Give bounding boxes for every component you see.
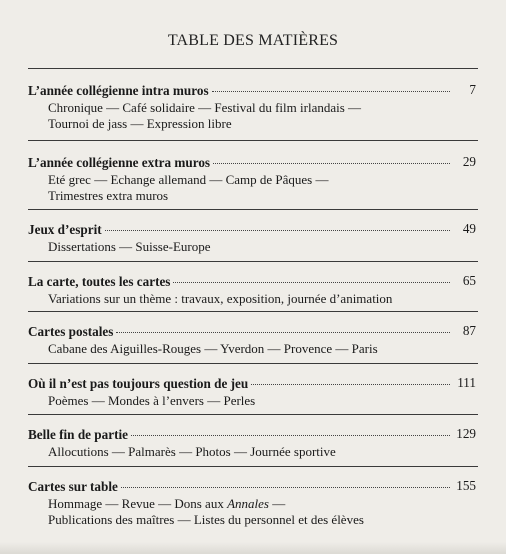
dot-leader bbox=[212, 79, 450, 92]
entry-subtitle: Variations sur un thème : travaux, exposition, journée d’animation bbox=[48, 291, 393, 306]
dot-leader bbox=[173, 270, 450, 283]
page-number: 87 bbox=[462, 323, 476, 338]
divider bbox=[28, 261, 478, 262]
entry-title: Cartes sur table bbox=[28, 479, 118, 494]
page-title: TABLE DES MATIÈRES bbox=[167, 32, 339, 49]
page-number: 129 bbox=[456, 426, 476, 441]
entry-subtitle bbox=[48, 496, 478, 512]
page-number: 65 bbox=[462, 273, 476, 288]
entry-title: La carte, toutes les cartes bbox=[28, 274, 171, 289]
entry-subtitle: Allocutions — Palmarès — Photos — Journée sportive bbox=[48, 444, 336, 459]
entry-title: L’année collégienne intra muros bbox=[28, 83, 209, 98]
dot-leader bbox=[105, 218, 450, 231]
dot-leader bbox=[213, 151, 450, 164]
dot-leader bbox=[116, 320, 450, 333]
entry-subtitle: Trimestres extra muros bbox=[48, 188, 169, 203]
toc-entry bbox=[28, 221, 478, 255]
entry-title: Jeux d’esprit bbox=[28, 222, 102, 237]
page-number: 7 bbox=[469, 82, 476, 97]
dot-leader bbox=[131, 423, 450, 436]
entry-subtitle: Poèmes — Mondes à l’envers — Perles bbox=[48, 393, 256, 408]
entry-subtitle: Dissertations — Suisse-Europe bbox=[48, 239, 211, 254]
divider bbox=[28, 363, 478, 364]
entry-title: Belle fin de partie bbox=[28, 427, 128, 442]
entry-title: Où il n’est pas toujours question de jeu bbox=[28, 376, 249, 391]
entry-subtitle: Tournoi de jass — Expression libre bbox=[48, 116, 232, 131]
page-edge bbox=[0, 542, 506, 554]
entry-title: Cartes postales bbox=[28, 324, 114, 339]
toc-entry bbox=[28, 375, 478, 409]
entry-subtitle: Publications des maîtres — Listes du personnel et des élèves bbox=[48, 512, 364, 527]
page-number: 155 bbox=[456, 478, 476, 493]
toc-entry bbox=[28, 426, 478, 460]
entry-subtitle: Eté grec — Echange allemand — Camp de Pâques — bbox=[48, 172, 329, 187]
annales-italic: Annales bbox=[227, 496, 269, 511]
entry-title: L’année collégienne extra muros bbox=[28, 155, 211, 170]
entry-subtitle-text: — bbox=[268, 496, 286, 511]
divider bbox=[28, 140, 478, 141]
toc-entry bbox=[28, 82, 478, 132]
dot-leader bbox=[121, 475, 450, 488]
divider bbox=[28, 209, 478, 210]
dot-leader bbox=[251, 372, 450, 385]
divider bbox=[28, 311, 478, 312]
entry-subtitle-text: Hommage — Revue — Dons aux bbox=[48, 496, 224, 511]
page-number: 111 bbox=[457, 375, 476, 390]
entry-subtitle: Cabane des Aiguilles-Rouges — Yverdon — Provence — Paris bbox=[48, 341, 378, 356]
toc-entry bbox=[28, 478, 478, 528]
divider bbox=[28, 414, 478, 415]
entry-subtitle: Chronique — Café solidaire — Festival du film irlandais — bbox=[48, 100, 362, 115]
divider bbox=[28, 68, 478, 69]
toc-entry bbox=[28, 323, 478, 357]
divider bbox=[28, 466, 478, 467]
toc-entry bbox=[28, 273, 478, 307]
page-number: 49 bbox=[462, 221, 476, 236]
page-number: 29 bbox=[462, 154, 476, 169]
toc-entry bbox=[28, 154, 478, 204]
